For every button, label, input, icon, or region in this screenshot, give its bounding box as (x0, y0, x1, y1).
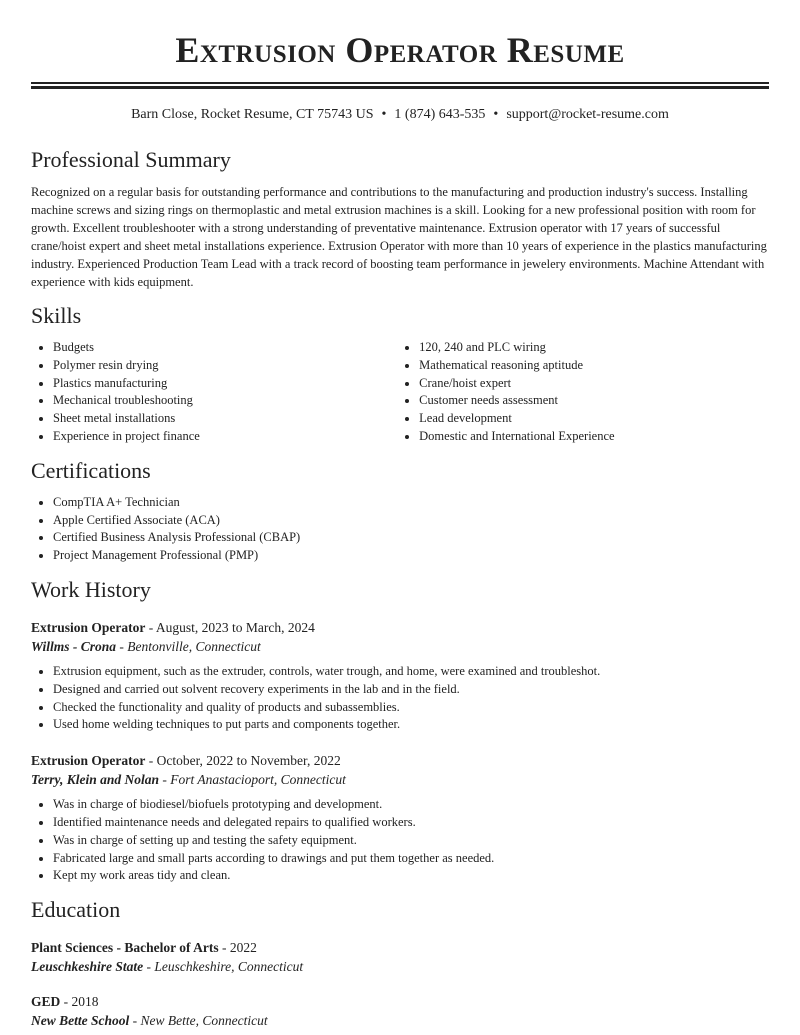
skill-item: • Sheet metal installations (53, 410, 397, 428)
skills-list-right (397, 339, 769, 446)
work-history-heading: Work History (31, 576, 151, 602)
education-location: - New Bette, Connecticut (129, 1013, 268, 1029)
education-degree: GED (31, 994, 61, 1010)
education-entry (31, 992, 769, 1030)
job-company: Terry, Klein and Nolan (31, 772, 160, 788)
education-entry (31, 938, 769, 976)
job-bullet: • Extrusion equipment, such as the extruder, controls, water trough, and home, were examined and troubleshot. (53, 663, 769, 681)
job-title: Extrusion Operator (31, 753, 146, 769)
contact-email[interactable]: support@rocket-resume.com (506, 107, 669, 122)
job-entry (31, 618, 769, 734)
certification-item: • CompTIA A+ Technician (53, 494, 769, 512)
skill-item: • Lead development (419, 410, 769, 428)
job-bullet: • Identified maintenance needs and delegated repairs to qualified workers. (53, 814, 769, 832)
job-bullet: • Was in charge of biodiesel/biofuels prototyping and development. (53, 796, 769, 814)
contact-separator: • (493, 107, 499, 122)
education-degree-line (31, 938, 769, 957)
skills-list-left (31, 339, 397, 446)
certifications-heading: Certifications (31, 457, 151, 483)
certification-item: • Apple Certified Associate (ACA) (53, 512, 769, 530)
job-bullet: • Fabricated large and small parts according to drawings and put them together as needed. (53, 850, 769, 868)
skill-item: • Polymer resin drying (53, 357, 397, 375)
skill-item: • Mechanical troubleshooting (53, 392, 397, 410)
education-school-line (31, 1011, 769, 1030)
job-bullet: • Used home welding techniques to put parts and components together. (53, 716, 769, 734)
job-bullet: • Was in charge of setting up and testing the safety equipment. (53, 832, 769, 850)
job-bullet: • Kept my work areas tidy and clean. (53, 867, 769, 885)
skill-item: • Customer needs assessment (419, 392, 769, 410)
certification-item: • Project Management Professional (PMP) (53, 547, 769, 565)
contact-line (31, 105, 769, 125)
certifications-list (31, 494, 769, 565)
skill-item: • Budgets (53, 339, 397, 357)
education-degree-line (31, 992, 769, 1011)
contact-phone[interactable]: 1 (874) 643-535 (394, 107, 486, 122)
job-dates: - August, 2023 to March, 2024 (145, 619, 315, 635)
education-heading: Education (31, 897, 121, 923)
job-bullet: • Checked the functionality and quality of products and subassemblies. (53, 699, 769, 717)
skills-columns (31, 331, 769, 446)
job-bullet: • Designed and carried out solvent recovery experiments in the lab and in the field. (53, 681, 769, 699)
skills-heading: Skills (31, 303, 82, 328)
job-bullets (31, 663, 769, 734)
education-location: - Leuschkeshire, Connecticut (143, 959, 304, 975)
skill-item: • Experience in project finance (53, 428, 397, 446)
summary-heading: Professional Summary (31, 147, 231, 172)
skill-item: • Crane/hoist expert (419, 375, 769, 393)
summary-text: Recognized on a regular basis for outstanding performance and contributions to the manufacturing and production industry's success. Installing machine screws and sizing rings on thermoplastic and metal extrusion machines is a skill. Looking for a new professional position with room for growth. Excellent troubleshooter with a strong understanding of preventative maintenance. Extrusion operator with 17 years of successful crane/hoist expert and sheet metal installations experience. Extrusion Operator with more than 10 years of experience in the plastics manufacturing industry. Experienced Production Team Lead with a track record of boosting team performance in jewelery environments. Machine Attendant with experience with kids equipment. (31, 185, 767, 289)
job-location: - Fort Anastacioport, Connecticut (159, 772, 346, 788)
education-year: - 2018 (60, 994, 99, 1010)
education-school-line (31, 957, 769, 976)
resume-title: Extrusion Operator Resume (175, 30, 625, 70)
contact-separator: • (381, 107, 387, 122)
job-location: - Bentonville, Connecticut (116, 638, 261, 654)
job-dates: - October, 2022 to November, 2022 (145, 753, 341, 769)
job-title-line (31, 618, 769, 637)
job-company-line (31, 770, 769, 789)
certification-item: • Certified Business Analysis Professional (CBAP) (53, 529, 769, 547)
education-school: Leuschkeshire State (31, 959, 144, 975)
education-year: - 2022 (218, 940, 257, 956)
job-title: Extrusion Operator (31, 619, 146, 635)
skill-item: • 120, 240 and PLC wiring (419, 339, 769, 357)
job-company: Willms - Crona (31, 638, 117, 654)
job-bullets (31, 796, 769, 885)
education-school: New Bette School (31, 1013, 130, 1029)
job-entry (31, 751, 769, 885)
skill-item: • Domestic and International Experience (419, 428, 769, 446)
job-title-line (31, 751, 769, 770)
title-divider (31, 82, 769, 89)
education-degree: Plant Sciences - Bachelor of Arts (31, 940, 219, 956)
skill-item: • Mathematical reasoning aptitude (419, 357, 769, 375)
job-company-line (31, 637, 769, 656)
contact-address: Barn Close, Rocket Resume, CT 75743 US (131, 107, 374, 122)
skill-item: • Plastics manufacturing (53, 375, 397, 393)
